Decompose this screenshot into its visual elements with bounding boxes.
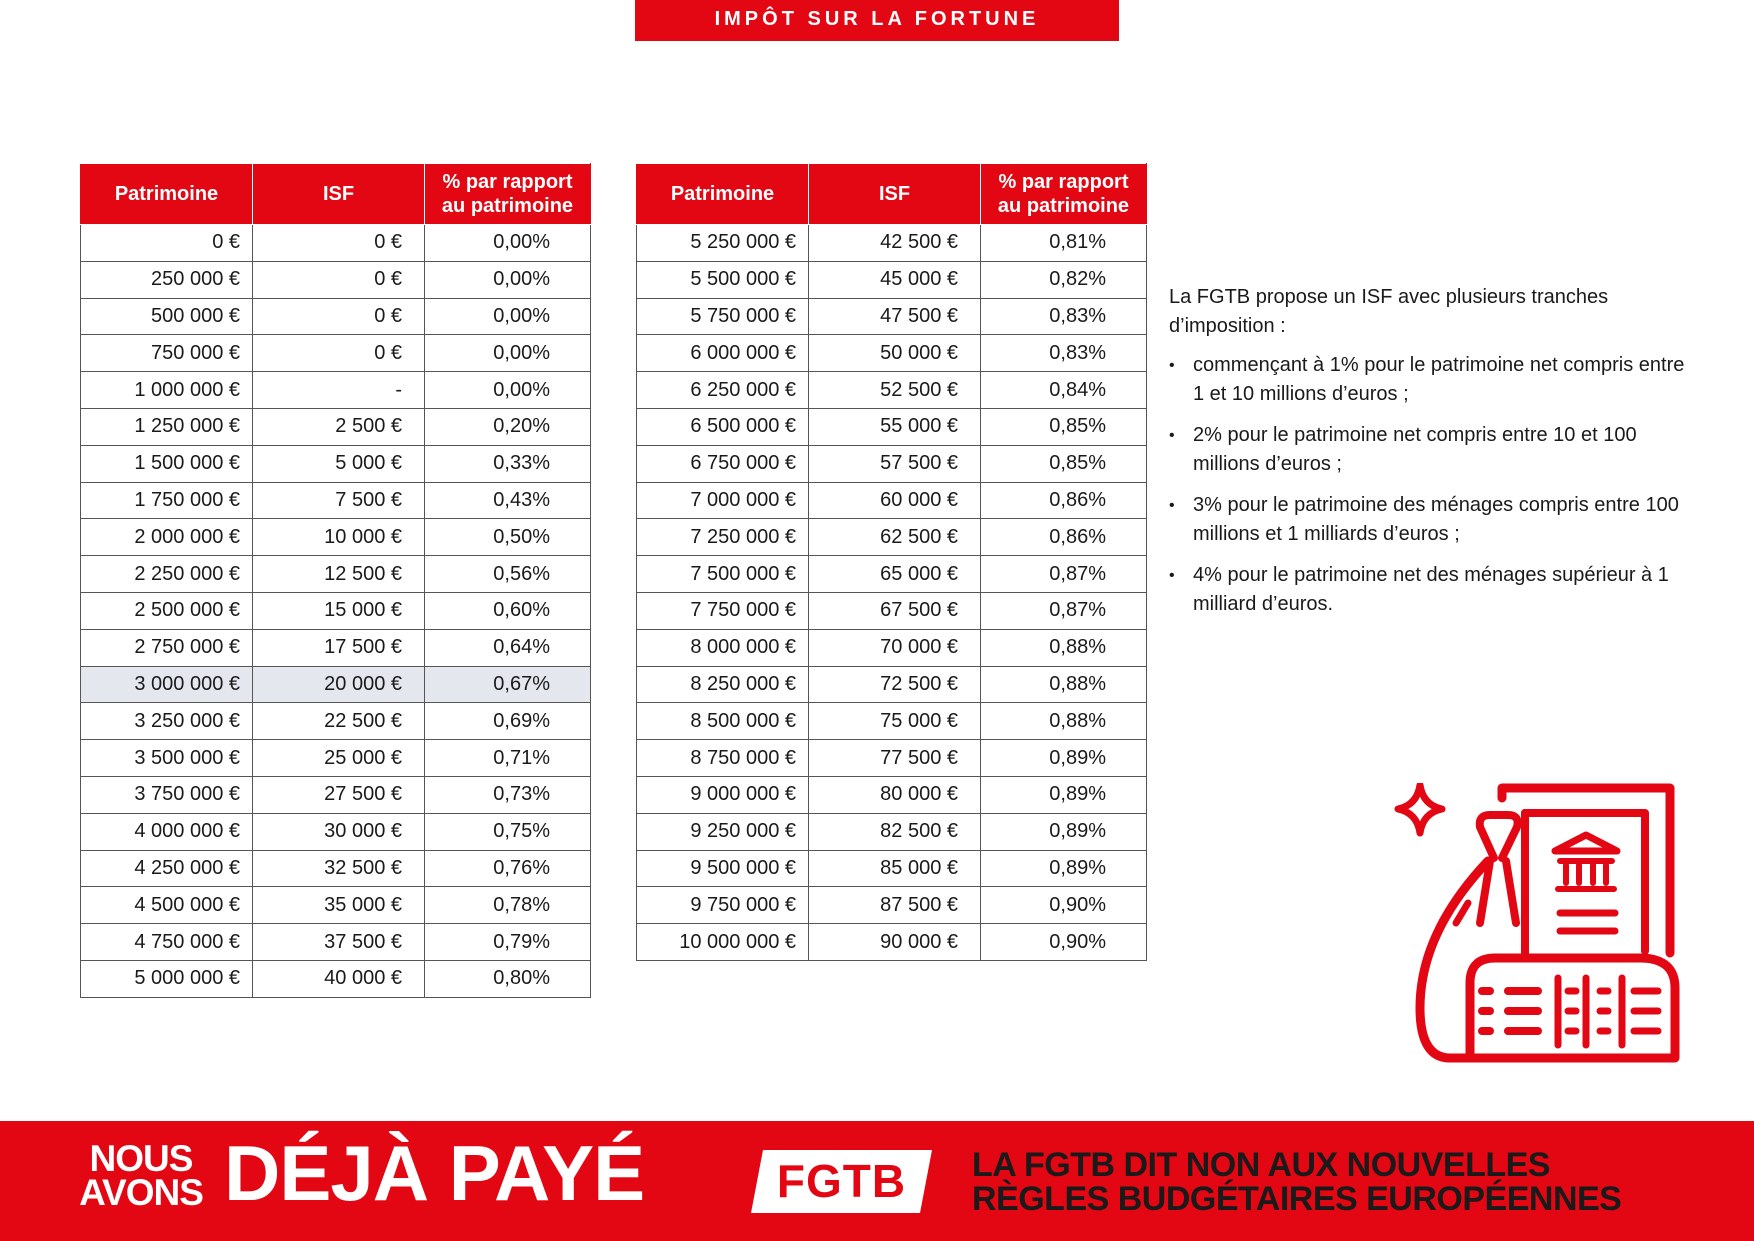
table-row (81, 666, 591, 703)
cell-percentage: 0,00% (425, 261, 591, 298)
table-row (637, 813, 1147, 850)
column-header-patrimoine: Patrimoine (637, 164, 809, 225)
cell-patrimoine: 6 500 000 € (637, 408, 809, 445)
cell-patrimoine: 1 000 000 € (81, 372, 253, 409)
table-row (81, 445, 591, 482)
table-row (637, 335, 1147, 372)
cell-patrimoine: 4 250 000 € (81, 850, 253, 887)
cell-percentage: 0,83% (981, 298, 1147, 335)
table-row (637, 592, 1147, 629)
column-header-patrimoine: Patrimoine (81, 164, 253, 225)
table-row (81, 519, 591, 556)
table-row (637, 519, 1147, 556)
cell-percentage: 0,81% (981, 225, 1147, 262)
cell-percentage: 0,69% (425, 703, 591, 740)
cell-patrimoine: 6 250 000 € (637, 372, 809, 409)
column-header-percentage (981, 164, 1147, 225)
table-row (81, 261, 591, 298)
cell-patrimoine: 2 000 000 € (81, 519, 253, 556)
cell-patrimoine: 7 250 000 € (637, 519, 809, 556)
isf-table-left (80, 163, 591, 998)
cell-isf: 15 000 € (253, 592, 425, 629)
cell-patrimoine: 2 250 000 € (81, 556, 253, 593)
proposal-bullet: • 2% pour le patrimoine net compris entre 10 et 100 millions d’euros ; (1169, 421, 1689, 479)
table-row (637, 556, 1147, 593)
table-row (637, 666, 1147, 703)
cell-isf: 82 500 € (809, 813, 981, 850)
cell-isf: 67 500 € (809, 592, 981, 629)
cell-isf: 40 000 € (253, 960, 425, 997)
table-row (637, 261, 1147, 298)
cell-isf: 65 000 € (809, 556, 981, 593)
cell-isf: - (253, 372, 425, 409)
proposal-text (1169, 283, 1689, 631)
cell-percentage: 0,50% (425, 519, 591, 556)
footer-slogan (972, 1148, 1621, 1216)
header-line: au patrimoine (997, 195, 1130, 217)
cell-patrimoine: 250 000 € (81, 261, 253, 298)
cell-isf: 0 € (253, 335, 425, 372)
proposal-bullet: • 4% pour le patrimoine net des ménages supérieur à 1 milliard d’euros. (1169, 561, 1689, 619)
cell-isf: 37 500 € (253, 924, 425, 961)
table-row (81, 629, 591, 666)
cell-isf: 0 € (253, 261, 425, 298)
table-row (81, 924, 591, 961)
cell-isf: 7 500 € (253, 482, 425, 519)
fgtb-logo (751, 1150, 932, 1213)
cell-isf: 55 000 € (809, 408, 981, 445)
cell-isf: 10 000 € (253, 519, 425, 556)
cell-patrimoine: 3 750 000 € (81, 776, 253, 813)
footer-nous-avons (66, 1138, 216, 1213)
cell-isf: 0 € (253, 225, 425, 262)
cell-patrimoine: 500 000 € (81, 298, 253, 335)
cell-percentage: 0,78% (425, 887, 591, 924)
cell-patrimoine: 5 000 000 € (81, 960, 253, 997)
cell-percentage: 0,89% (981, 850, 1147, 887)
proposal-intro: La FGTB propose un ISF avec plusieurs tranches d’imposition : (1169, 286, 1609, 337)
table-row (81, 556, 591, 593)
cell-isf: 72 500 € (809, 666, 981, 703)
cell-percentage: 0,87% (981, 556, 1147, 593)
cell-patrimoine: 4 750 000 € (81, 924, 253, 961)
table-row (81, 298, 591, 335)
footer-deja-paye: DÉJÀ PAYÉ (224, 1129, 645, 1217)
cell-percentage: 0,67% (425, 666, 591, 703)
cell-isf: 45 000 € (809, 261, 981, 298)
table-row (81, 592, 591, 629)
table-row (637, 445, 1147, 482)
cell-percentage: 0,00% (425, 225, 591, 262)
cell-patrimoine: 8 750 000 € (637, 740, 809, 777)
cell-percentage: 0,90% (981, 887, 1147, 924)
table-row (81, 335, 591, 372)
cell-isf: 30 000 € (253, 813, 425, 850)
cell-isf: 52 500 € (809, 372, 981, 409)
cell-patrimoine: 5 500 000 € (637, 261, 809, 298)
cell-percentage: 0,79% (425, 924, 591, 961)
cell-patrimoine: 6 750 000 € (637, 445, 809, 482)
header-line: % par rapport (442, 171, 573, 193)
table-header-row (81, 164, 591, 225)
cell-percentage: 0,90% (981, 924, 1147, 961)
cell-patrimoine: 1 500 000 € (81, 445, 253, 482)
cell-isf: 60 000 € (809, 482, 981, 519)
cell-percentage: 0,88% (981, 629, 1147, 666)
table-row (81, 372, 591, 409)
cell-patrimoine: 8 500 000 € (637, 703, 809, 740)
cell-percentage: 0,86% (981, 519, 1147, 556)
cell-isf: 42 500 € (809, 225, 981, 262)
table-row (81, 408, 591, 445)
cell-percentage: 0,20% (425, 408, 591, 445)
cell-isf: 50 000 € (809, 335, 981, 372)
cell-patrimoine: 8 250 000 € (637, 666, 809, 703)
slogan-line: RÈGLES BUDGÉTAIRES EUROPÉENNES (972, 1180, 1622, 1218)
cell-percentage: 0,85% (981, 445, 1147, 482)
cell-percentage: 0,80% (425, 960, 591, 997)
cell-patrimoine: 0 € (81, 225, 253, 262)
cell-percentage: 0,85% (981, 408, 1147, 445)
cell-isf: 27 500 € (253, 776, 425, 813)
cell-isf: 85 000 € (809, 850, 981, 887)
cell-patrimoine: 7 750 000 € (637, 592, 809, 629)
table-row (81, 960, 591, 997)
table-row (81, 703, 591, 740)
cell-percentage: 0,60% (425, 592, 591, 629)
table-row (637, 372, 1147, 409)
cell-patrimoine: 5 750 000 € (637, 298, 809, 335)
table-row (637, 850, 1147, 887)
cell-percentage: 0,86% (981, 482, 1147, 519)
cell-isf: 75 000 € (809, 703, 981, 740)
cell-percentage: 0,87% (981, 592, 1147, 629)
table-row (637, 298, 1147, 335)
table-row (637, 225, 1147, 262)
table-row (637, 924, 1147, 961)
cell-patrimoine: 4 500 000 € (81, 887, 253, 924)
cell-percentage: 0,71% (425, 740, 591, 777)
cell-isf: 90 000 € (809, 924, 981, 961)
column-header-isf: ISF (809, 164, 981, 225)
cell-percentage: 0,89% (981, 740, 1147, 777)
cell-isf: 17 500 € (253, 629, 425, 666)
slogan-line: LA FGTB DIT NON AUX NOUVELLES (972, 1146, 1550, 1184)
cell-isf: 12 500 € (253, 556, 425, 593)
cell-percentage: 0,83% (981, 335, 1147, 372)
table-row (81, 740, 591, 777)
cell-isf: 77 500 € (809, 740, 981, 777)
cell-patrimoine: 3 250 000 € (81, 703, 253, 740)
cell-patrimoine: 9 250 000 € (637, 813, 809, 850)
fgtb-logo-text: FGTB (776, 1155, 907, 1207)
cell-isf: 0 € (253, 298, 425, 335)
footer-avons: AVONS (79, 1172, 203, 1213)
header-line: au patrimoine (441, 195, 574, 217)
cell-percentage: 0,88% (981, 666, 1147, 703)
cell-isf: 2 500 € (253, 408, 425, 445)
table-row (81, 776, 591, 813)
cell-percentage: 0,88% (981, 703, 1147, 740)
table-row (637, 408, 1147, 445)
cell-isf: 57 500 € (809, 445, 981, 482)
proposal-bullet-list (1169, 351, 1689, 619)
cell-percentage: 0,33% (425, 445, 591, 482)
page-banner: IMPÔT SUR LA FORTUNE (635, 0, 1119, 41)
table-row (637, 776, 1147, 813)
cell-percentage: 0,89% (981, 813, 1147, 850)
table-row (81, 482, 591, 519)
cell-percentage: 0,00% (425, 298, 591, 335)
cell-patrimoine: 4 000 000 € (81, 813, 253, 850)
cell-percentage: 0,00% (425, 335, 591, 372)
cell-isf: 25 000 € (253, 740, 425, 777)
table-row (81, 887, 591, 924)
cell-percentage: 0,73% (425, 776, 591, 813)
cell-percentage: 0,89% (981, 776, 1147, 813)
cell-isf: 20 000 € (253, 666, 425, 703)
table-row (81, 225, 591, 262)
cell-patrimoine: 7 000 000 € (637, 482, 809, 519)
cell-isf: 87 500 € (809, 887, 981, 924)
table-row (81, 850, 591, 887)
cell-patrimoine: 2 750 000 € (81, 629, 253, 666)
table-row (637, 740, 1147, 777)
cell-patrimoine: 6 000 000 € (637, 335, 809, 372)
proposal-bullet: • commençant à 1% pour le patrimoine net compris entre 1 et 10 millions d’euros ; (1169, 351, 1689, 409)
cell-percentage: 0,64% (425, 629, 591, 666)
cell-isf: 47 500 € (809, 298, 981, 335)
header-line: % par rapport (998, 171, 1129, 193)
cell-isf: 62 500 € (809, 519, 981, 556)
cell-isf: 5 000 € (253, 445, 425, 482)
cell-percentage: 0,00% (425, 372, 591, 409)
cell-percentage: 0,84% (981, 372, 1147, 409)
cell-patrimoine: 3 000 000 € (81, 666, 253, 703)
cell-isf: 22 500 € (253, 703, 425, 740)
cell-patrimoine: 2 500 000 € (81, 592, 253, 629)
proposal-bullet: • 3% pour le patrimoine des ménages compris entre 100 millions et 1 milliards d’euros ; (1169, 491, 1689, 549)
cell-percentage: 0,56% (425, 556, 591, 593)
table-row (81, 813, 591, 850)
wealth-tax-icon (1390, 783, 1680, 1068)
cell-patrimoine: 9 000 000 € (637, 776, 809, 813)
footer-nous: NOUS (89, 1138, 193, 1179)
cell-patrimoine: 3 500 000 € (81, 740, 253, 777)
table-row (637, 629, 1147, 666)
cell-percentage: 0,43% (425, 482, 591, 519)
isf-table-right (636, 163, 1147, 961)
cell-patrimoine: 1 750 000 € (81, 482, 253, 519)
table-header-row (637, 164, 1147, 225)
cell-patrimoine: 7 500 000 € (637, 556, 809, 593)
column-header-percentage (425, 164, 591, 225)
cell-percentage: 0,75% (425, 813, 591, 850)
cell-patrimoine: 1 250 000 € (81, 408, 253, 445)
cell-patrimoine: 9 750 000 € (637, 887, 809, 924)
cell-percentage: 0,82% (981, 261, 1147, 298)
cell-isf: 35 000 € (253, 887, 425, 924)
column-header-isf: ISF (253, 164, 425, 225)
cell-patrimoine: 10 000 000 € (637, 924, 809, 961)
cell-percentage: 0,76% (425, 850, 591, 887)
table-row (637, 482, 1147, 519)
table-row (637, 703, 1147, 740)
table-row (637, 887, 1147, 924)
cell-patrimoine: 8 000 000 € (637, 629, 809, 666)
cell-patrimoine: 5 250 000 € (637, 225, 809, 262)
cell-isf: 70 000 € (809, 629, 981, 666)
cell-patrimoine: 9 500 000 € (637, 850, 809, 887)
cell-patrimoine: 750 000 € (81, 335, 253, 372)
cell-isf: 80 000 € (809, 776, 981, 813)
cell-isf: 32 500 € (253, 850, 425, 887)
